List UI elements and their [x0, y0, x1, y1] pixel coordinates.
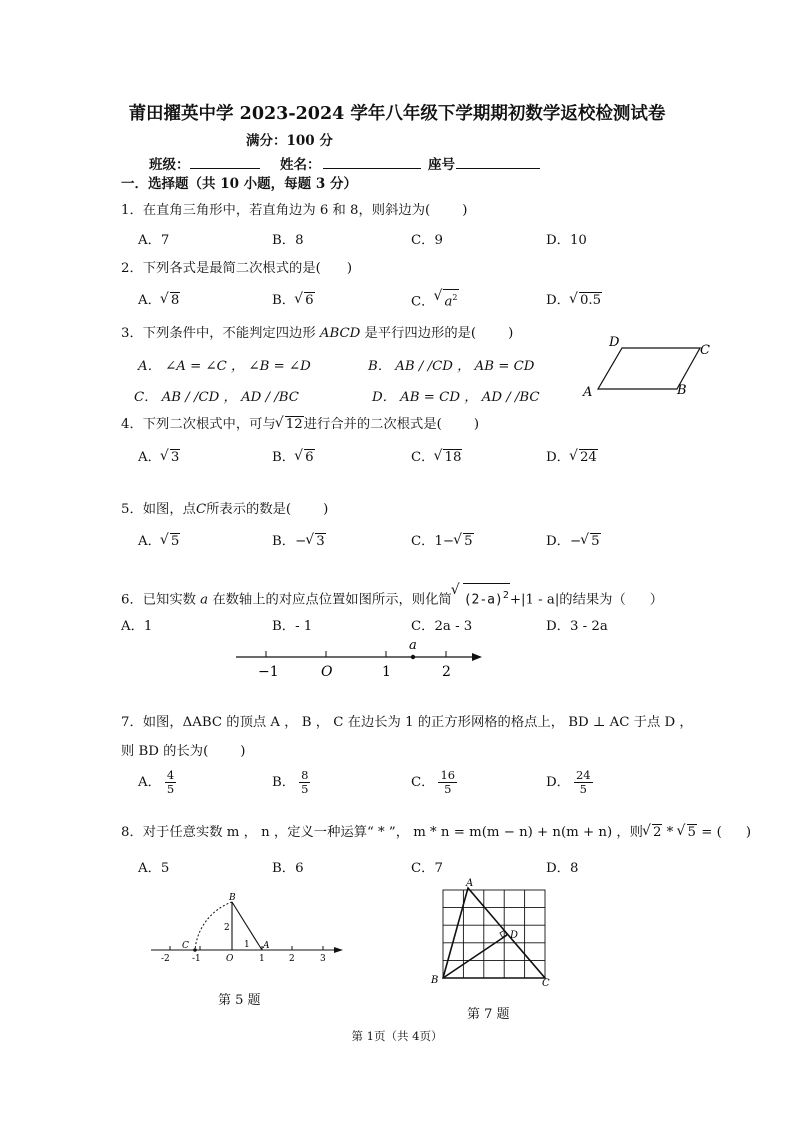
vertex-c: C	[700, 343, 710, 358]
label-m1: −1	[258, 664, 279, 680]
q6-option-d: D．3 - 2a	[546, 619, 608, 634]
fig5-tick-label: 1	[259, 954, 265, 964]
fig5-label-1: 1	[244, 940, 250, 950]
fig5-label-b: B	[229, 893, 236, 903]
question-8: 8．对于任意实数 m ， n ，定义一种运算“ * ”， m * n = m(m − n) + n(m + n) ，则√ 2 * √ 5 = ( )	[121, 821, 751, 840]
q1-option-a: A．7	[138, 233, 170, 248]
vertex-a: A	[583, 385, 593, 400]
fig5-point-c	[193, 948, 197, 952]
section-heading: 一．选择题（共 10 小题，每题 3 分）	[121, 176, 357, 192]
seat-field[interactable]	[456, 152, 540, 169]
q6-option-c: C．2a - 3	[411, 619, 473, 634]
q5-option-d: D．−√ 5	[546, 530, 601, 549]
point-a	[411, 655, 415, 659]
q1-option-b: B．8	[272, 233, 304, 248]
q4-option-a: A．√ 3	[138, 446, 180, 465]
vertex-b: B	[677, 383, 687, 398]
question-2: 2．下列各式是最简二次根式的是( )	[121, 261, 353, 276]
q5-option-c: C．1−√ 5	[411, 530, 474, 549]
q4-option-b: B．√ 6	[272, 446, 315, 465]
question-1: 1．在直角三角形中，若直角边为 6 和 8，则斜边为( )	[121, 203, 468, 218]
fig7-label-d: D	[510, 930, 519, 941]
q3-option-d: D． AB = CD ， AD / /BC	[372, 390, 540, 405]
fig5-tick-label: O	[226, 954, 234, 964]
q2-option-a: A．√ 8	[138, 289, 180, 308]
q5-option-a: A．√ 5	[138, 530, 180, 549]
q3-option-c: C． AB / /CD ， AD / /BC	[134, 390, 299, 405]
q4-option-c: C．√ 18	[411, 446, 462, 465]
full-score: 满分：100 分	[246, 133, 333, 149]
fig5-tick-label: 2	[289, 954, 295, 964]
fig5-tick-label: -1	[192, 954, 201, 964]
fig7-label-c: C	[542, 978, 550, 989]
q2-option-c: C．√ $a^2$	[411, 289, 459, 309]
name-field[interactable]	[323, 152, 421, 169]
q2-option-d: D．√ 0.5	[546, 289, 602, 308]
q6-option-a: A．1	[121, 619, 153, 634]
q8-option-a: A．5	[138, 861, 170, 876]
fig5-tick-label: -2	[161, 954, 170, 964]
fig7-label-a: A	[466, 878, 474, 889]
class-label: 班级：	[149, 157, 190, 173]
label-1: 1	[382, 664, 391, 680]
q7-option-a: A． $\frac{4}{5}$	[138, 768, 175, 796]
q8-option-b: B．6	[272, 861, 304, 876]
label-a: a	[409, 638, 417, 653]
q1-option-c: C．9	[411, 233, 443, 248]
q4-option-d: D．√ 24	[546, 446, 598, 465]
class-field[interactable]	[190, 152, 260, 169]
q5-option-b: B．−√ 3	[272, 530, 326, 549]
question-1-text: 1．在直角三角形中，若直角边为 6 和 8，则斜边为(	[121, 203, 431, 218]
q3-option-b: B． AB / /CD ， AB = CD	[368, 359, 535, 374]
fig5-axis-arrow	[334, 947, 343, 953]
label-2: 2	[442, 664, 451, 680]
q1-option-d: D．10	[546, 233, 587, 248]
q8-option-c: C．7	[411, 861, 443, 876]
figure-7-caption: 第 7 题	[467, 1007, 510, 1022]
parallelogram-figure	[578, 332, 714, 400]
fig7-grid	[443, 890, 545, 978]
figure-5-caption: 第 5 题	[218, 993, 261, 1008]
q7-option-b: B． $\frac{8}{5}$	[272, 768, 309, 796]
q2-option-b: B．√ 6	[272, 289, 315, 308]
fig7-triangle	[443, 888, 545, 978]
fig5-label-c: C	[182, 941, 189, 951]
number-line-q6	[232, 636, 484, 682]
axis-arrow	[472, 653, 482, 661]
seat-label: 座号	[428, 157, 455, 173]
question-4: 4．下列二次根式中，可与√ 12进行合并的二次根式是( )	[121, 413, 479, 432]
page-footer: 第 1页（共 4页）	[351, 1029, 443, 1043]
name-label: 姓名：	[280, 157, 321, 173]
q8-option-d: D．8	[546, 861, 579, 876]
vertex-d: D	[609, 335, 620, 350]
question-7-line2: 则 BD 的长为( )	[121, 744, 246, 759]
fig7-label-b: B	[431, 975, 439, 986]
question-7: 7．如图，ΔABC 的顶点 A ， B ， C 在边长为 1 的正方形网格的格点上， BD ⊥ AC 于点 D ，	[121, 715, 693, 730]
fig5-label-a: A	[263, 941, 270, 951]
question-5: 5．如图，点C所表示的数是( )	[121, 502, 329, 517]
fig5-tick-label: 3	[320, 954, 326, 964]
label-o: O	[321, 664, 333, 680]
fig5-label-2: 2	[224, 923, 230, 933]
q6-option-b: B．- 1	[272, 619, 313, 634]
figure-7	[428, 876, 558, 992]
figure-5	[147, 888, 347, 972]
q7-option-c: C． $\frac{16}{5}$	[411, 768, 456, 796]
question-3: 3．下列条件中，不能判定四边形 ABCD 是平行四边形的是( )	[121, 326, 514, 341]
question-6: 6．已知实数 a 在数轴上的对应点位置如图所示，则化简√ $(2-a)^2+|1 - a|$的结果为（ ）	[121, 583, 663, 610]
page-title: 莆田擢英中学 2023-2024 学年八年级下学期期初数学返校检测试卷	[128, 104, 666, 124]
q3-option-a: A． ∠A = ∠C ， ∠B = ∠D	[138, 359, 311, 374]
q7-option-d: D． $\frac{24}{5}$	[546, 768, 591, 796]
